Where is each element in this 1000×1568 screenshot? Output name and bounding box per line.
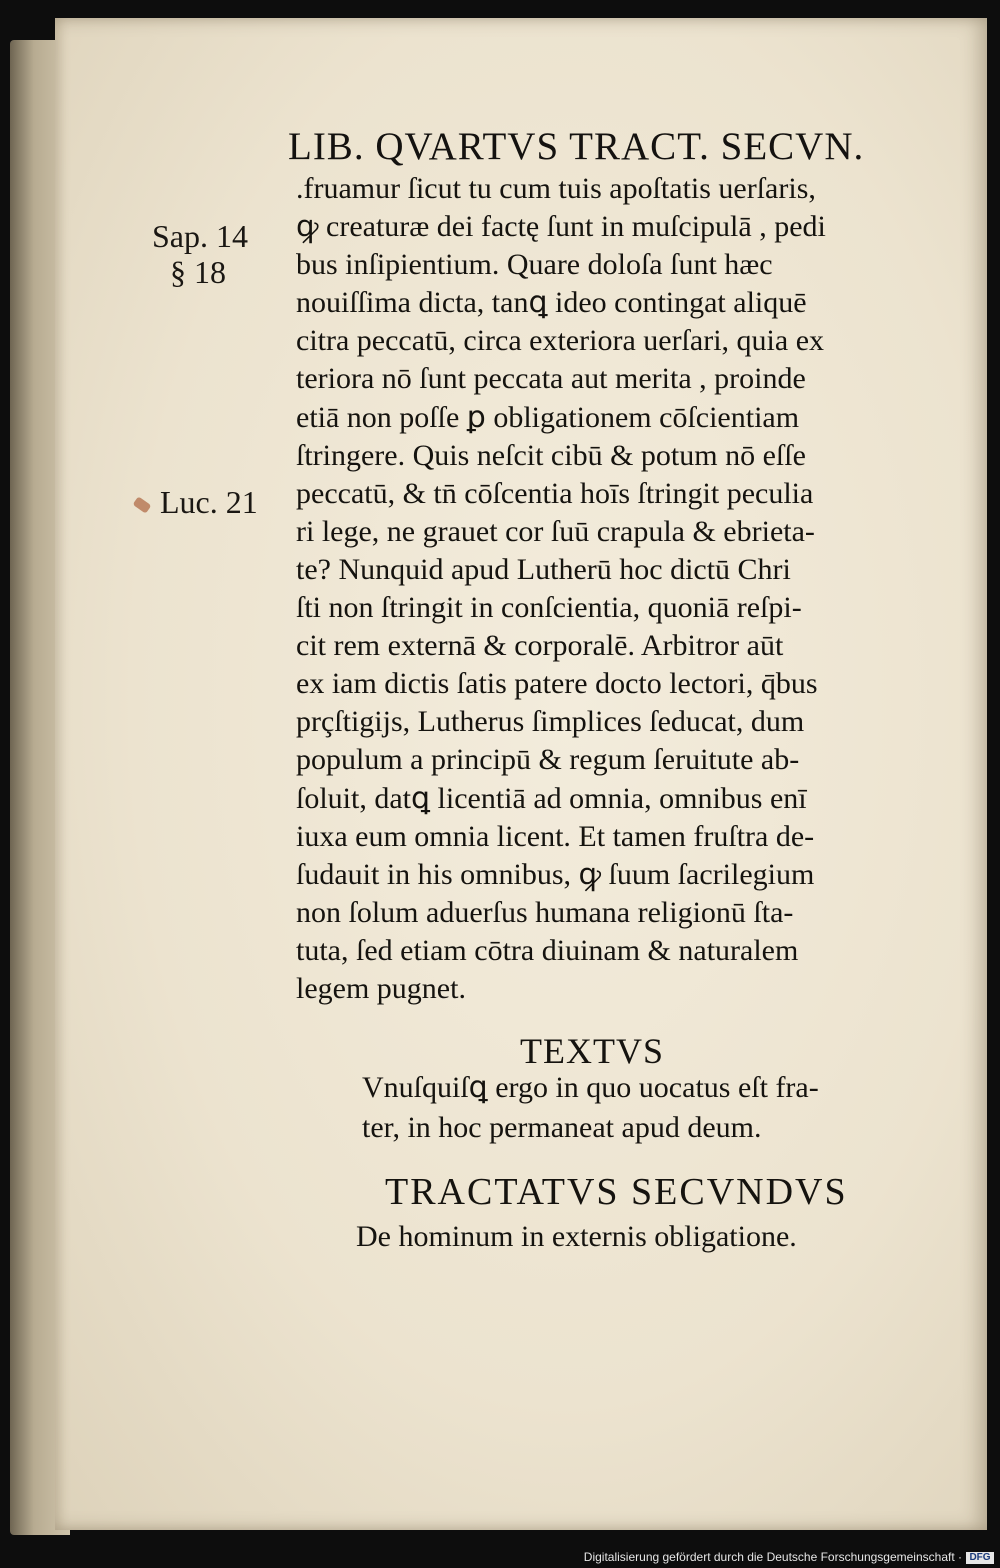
- text-line: legem pugnet.: [296, 971, 466, 1005]
- text-line: nouiſſima dicta, tanꝗ ideo contingat aliquē: [296, 286, 807, 320]
- text-line: ex iam dictis ſatis patere docto lectori, q̄bus: [296, 667, 818, 701]
- textus-line: ter, in hoc permaneat apud deum.: [362, 1111, 762, 1144]
- text-line: populum a principū & regum ſeruitute ab-: [296, 743, 800, 777]
- margin-note-section: § 18: [170, 254, 226, 290]
- tractatus-heading: TRACTATVS SECVNDVS: [385, 1171, 848, 1213]
- text-line: te? Nunquid apud Lutherū hoc dictū Chri: [296, 552, 791, 586]
- text-line: ſti non ſtringit in conſcientia, quoniā reſpi-: [296, 591, 802, 625]
- text-line: ſudauit in his omnibus, ꝙ ſuum ſacrilegium: [296, 857, 815, 891]
- text-line: iuxa eum omnia licent. Et tamen fruſtra de-: [296, 819, 815, 853]
- margin-note-luc: Luc. 21: [160, 484, 258, 520]
- footer-bar: [0, 1546, 1000, 1568]
- text-line: teriora nō ſunt peccata aut merita , proinde: [296, 362, 806, 396]
- margin-note-sap: Sap. 14: [152, 218, 248, 254]
- footer-credit: Digitalisierung gefördert durch die Deutsche Forschungsgemeinschaft ·: [583, 1550, 962, 1564]
- dfg-logo-icon: DFG: [966, 1552, 994, 1564]
- textus-heading: TEXTVS: [520, 1031, 664, 1071]
- text-line: ri lege, ne grauet cor ſuū crapula & ebrieta-: [296, 514, 815, 548]
- text-line: citra peccatū, circa exteriora uerſari, quia ex: [296, 324, 825, 358]
- running-header: LIB. QVARTVS TRACT. SECVN.: [288, 125, 865, 168]
- tractatus-subtitle: De hominum in externis obligatione.: [356, 1220, 797, 1253]
- text-line: bus inſipientium. Quare doloſa ſunt hæc: [296, 248, 773, 282]
- text-line: cit rem externā & corporalē. Arbitror aūt: [296, 629, 784, 663]
- textus-body: [362, 1068, 962, 1148]
- text-line: etiā non poſſe ꝑ obligationem cōſcientiam: [296, 400, 800, 434]
- text-line: peccatū, & tn̄ cōſcentia hoīs ſtringit peculia: [296, 476, 814, 510]
- text-line: tuta, ſed etiam cōtra diuinam & naturalem: [296, 933, 799, 967]
- text-line: non ſolum aduerſus humana religionū ſta-: [296, 895, 794, 929]
- textus-line: Vnuſquiſꝗ ergo in quo uocatus eſt fra-: [362, 1071, 819, 1104]
- body-text: [296, 170, 936, 1008]
- text-line: ſtringere. Quis neſcit cibū & potum nō eſſe: [296, 438, 806, 472]
- text-line: ꝙ creaturæ dei factę ſunt in muſcipulā , pedi: [296, 210, 826, 244]
- text-line: .fruamur ſicut tu cum tuis apoſtatis uerſaris,: [296, 172, 816, 205]
- text-line: prçſtigijs, Lutherus ſimplices ſeducat, dum: [296, 705, 805, 739]
- text-line: ſoluit, datꝗ licentiā ad omnia, omnibus enī: [296, 781, 807, 815]
